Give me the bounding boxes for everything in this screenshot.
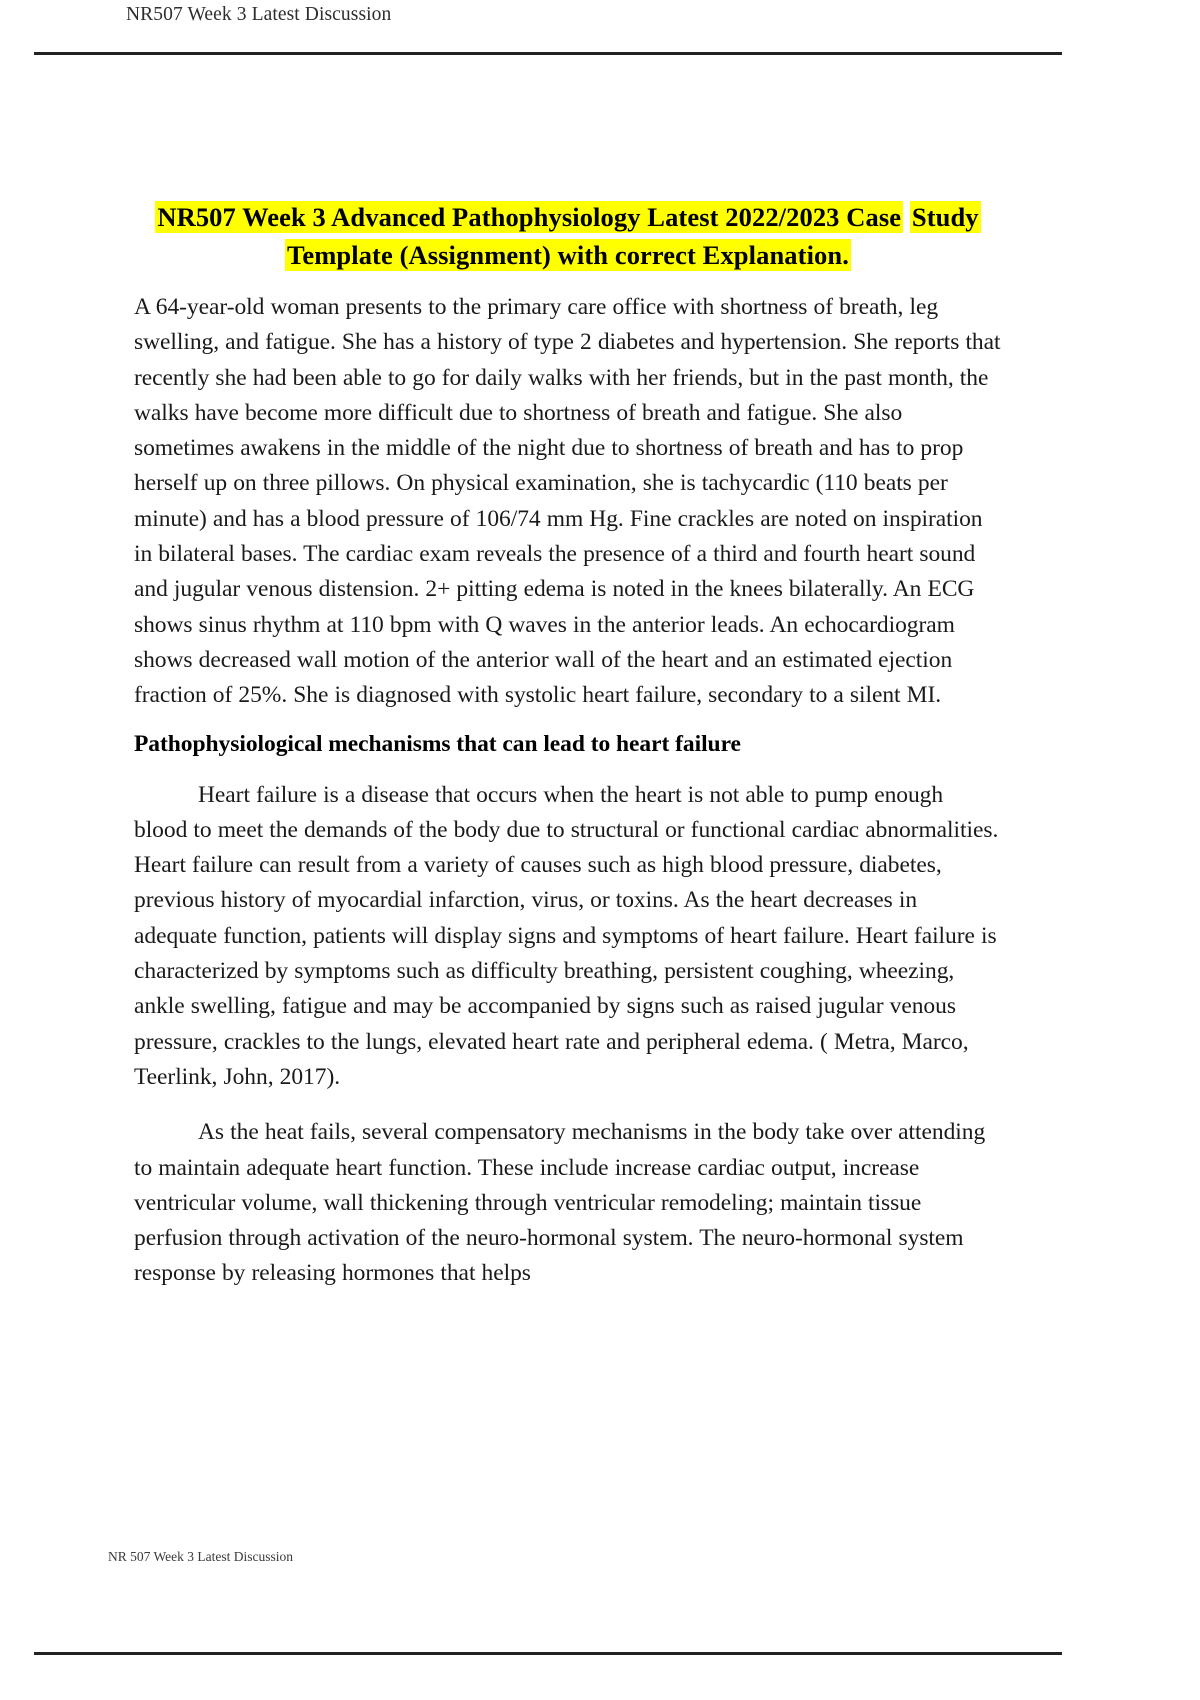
- section-heading-pathophysiological-mechanisms: Pathophysiological mechanisms that can lead to heart failure: [134, 730, 741, 757]
- running-header-text: NR507 Week 3 Latest Discussion: [126, 4, 392, 25]
- header-divider-rule: [34, 52, 1062, 55]
- running-footer-text: NR 507 Week 3 Latest Discussion: [108, 1549, 294, 1564]
- case-study-paragraph: A 64-year-old woman presents to the primary care office with shortness of breath, leg swelling, and fatigue. She has a history of type 2 diabetes and hypertension. She reports that recently she had been able to go for daily walks with her friends, but in the past month, the walks have become more difficult due to shortness of breath and fatigue. She also sometimes awakens in the middle of the night due to shortness of breath and has to prop herself up on three pillows. On physical examination, she is tachycardic (110 beats per minute) and has a blood pressure of 106/74 mm Hg. Fine crackles are noted on inspiration in bilateral bases. The cardiac exam reveals the presence of a third and fourth heart sound and jugular venous distension. 2+ pitting edema is noted in the knees bilaterally. An ECG shows sinus rhythm at 110 bpm with Q waves in the anterior leads. An echocardiogram shows decreased wall motion of the anterior wall of the heart and an estimated ejection fraction of 25%. She is diagnosed with systolic heart failure, secondary to a silent MI.: [134, 294, 1001, 709]
- body-paragraph-2: Heart failure is a disease that occurs when the heart is not able to pump enough blood to meet the demands of the body due to structural or functional cardiac abnormalities. Heart failure can result from a variety of causes such as high blood pressure, diabetes, previous history of myocardial infarction, virus, or toxins. As the heart decreases in adequate function, patients will display signs and symptoms of heart failure. Heart failure is characterized by symptoms such as difficulty breathing, persistent coughing, wheezing, ankle swelling, fatigue and may be accompanied by signs such as raised jugular venous pressure, crackles to the lungs, elevated heart rate and peripheral edema. ( Metra, Marco, Teerlink, John, 2017).: [134, 781, 999, 1090]
- document-title-line-1: NR507 Week 3 Advanced Pathophysiology Latest 2022/2023 Case: [157, 202, 902, 232]
- footer-divider-rule: [34, 1652, 1062, 1655]
- page-running-header: [0, 0, 1200, 56]
- document-title: [134, 198, 1002, 274]
- body-paragraph-3: As the heat fails, several compensatory mechanisms in the body take over attending to maintain adequate heart function. These include increase cardiac output, increase ventricular volume, wall thickening through ventricular remodeling; maintain tissue perfusion through activation of the neuro-hormonal system. The neuro-hormonal system response by releasing hormones that helps: [134, 1119, 986, 1287]
- document-title-line-2: Study Template (Assignment) with correct Explanation.: [287, 202, 979, 270]
- document-content: [134, 198, 1002, 1304]
- paragraph-spacer: [134, 1107, 1002, 1115]
